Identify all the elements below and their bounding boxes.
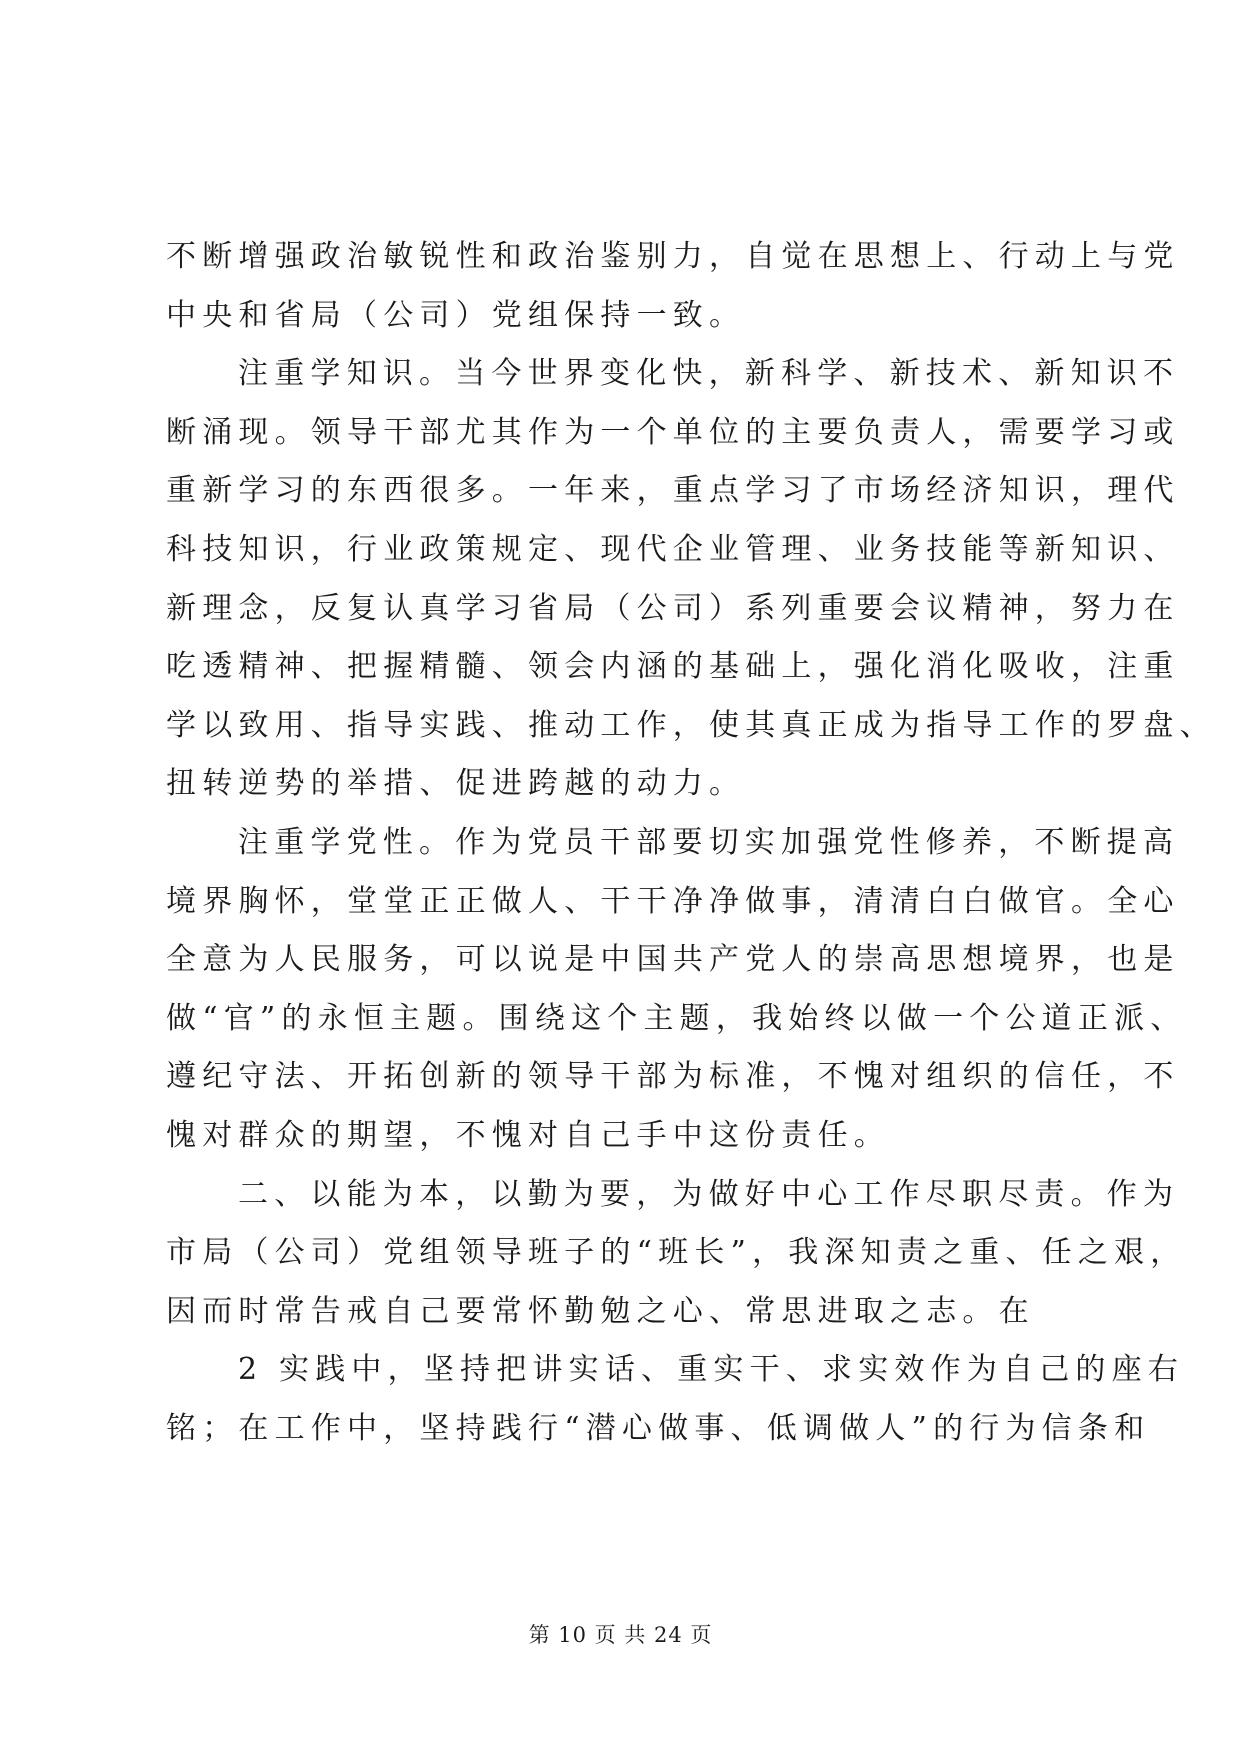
body-line: 吃透精神、把握精髓、领会内涵的基础上，强化消化吸收，注重 xyxy=(166,649,1180,685)
body-line: 做“官”的永恒主题。围绕这个主题，我始终以做一个公道正派、 xyxy=(166,1000,1187,1036)
paragraph-first-line: 2 实践中，坚持把讲实话、重实干、求实效作为自己的座右 xyxy=(238,1352,1185,1388)
paragraph-first-line: 注重学知识。当今世界变化快，新科学、新技术、新知识不 xyxy=(238,356,1180,392)
body-line: 全意为人民服务，可以说是中国共产党人的崇高思想境界，也是 xyxy=(166,942,1180,978)
body-line: 新理念，反复认真学习省局（公司）系列重要会议精神，努力在 xyxy=(166,590,1180,626)
body-line: 因而时常告戒自己要常怀勤勉之心、常思进取之志。在 xyxy=(166,1293,1035,1329)
document-body xyxy=(166,228,1216,1458)
body-line: 愧对群众的期望，不愧对自己手中这份责任。 xyxy=(166,1117,890,1153)
body-line: 不断增强政治敏锐性和政治鉴别力，自觉在思想上、行动上与党 xyxy=(166,239,1180,274)
body-line: 铭；在工作中，坚持践行“潜心做事、低调做人”的行为信条和 xyxy=(166,1410,1151,1446)
body-line: 断涌现。领导干部尤其作为一个单位的主要负责人，需要学习或 xyxy=(166,414,1180,450)
paragraph-first-line: 注重学党性。作为党员干部要切实加强党性修养，不断提高 xyxy=(238,824,1180,860)
body-line: 科技知识，行业政策规定、现代企业管理、业务技能等新知识、 xyxy=(166,531,1180,567)
body-line: 学以致用、指导实践、推动工作，使其真正成为指导工作的罗盘、 xyxy=(166,707,1216,743)
body-line: 市局（公司）党组领导班子的“班长”，我深知责之重、任之艰， xyxy=(166,1235,1187,1271)
body-line: 遵纪守法、开拓创新的领导干部为标准，不愧对组织的信任，不 xyxy=(166,1059,1180,1095)
body-line: 扭转逆势的举措、促进跨越的动力。 xyxy=(166,766,746,802)
body-line: 中央和省局（公司）党组保持一致。 xyxy=(166,297,746,333)
body-line: 重新学习的东西很多。一年来，重点学习了市场经济知识，理代 xyxy=(166,473,1180,509)
body-line: 境界胸怀，堂堂正正做人、干干净净做事，清清白白做官。全心 xyxy=(166,883,1180,919)
page-number-footer: 第 10 页 共 24 页 xyxy=(528,1623,713,1647)
paragraph-first-line: 二、以能为本，以勤为要，为做好中心工作尽职尽责。作为 xyxy=(238,1176,1180,1212)
